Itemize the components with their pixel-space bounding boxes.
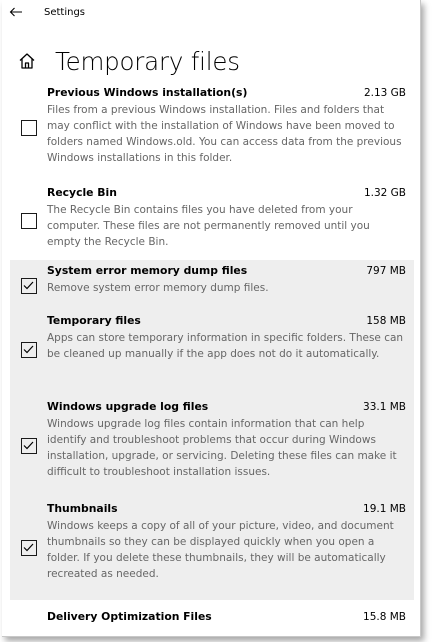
item-size: 19.1 MB bbox=[363, 503, 406, 515]
item-checkbox[interactable] bbox=[21, 342, 37, 358]
settings-window bbox=[2, 0, 421, 637]
temp-files-list bbox=[10, 82, 414, 637]
back-button[interactable] bbox=[2, 1, 30, 23]
item-size: 797 MB bbox=[366, 265, 406, 277]
item-description: Windows upgrade log files contain information that can help identify and troubleshoot problems that occur during Windows installation, upgrade, or servicing. Deleting these files can make it difficult to troubleshoot installation issues. bbox=[47, 418, 397, 478]
item-checkbox[interactable] bbox=[21, 540, 37, 556]
checkmark-icon bbox=[22, 439, 35, 452]
item-size: 15.8 MB bbox=[363, 611, 406, 623]
list-item[interactable] bbox=[10, 600, 414, 637]
title-bar bbox=[2, 0, 420, 24]
item-description: Files from a previous Windows installation. Files and folders that may conflict with the installation of Windows have been moved to folders named Windows.old. You can access data from the previous Windows installations in this folder. bbox=[47, 104, 402, 164]
item-checkbox[interactable] bbox=[21, 278, 37, 294]
window-title: Settings bbox=[44, 6, 86, 18]
item-size: 2.13 GB bbox=[363, 87, 406, 99]
item-name: Thumbnails bbox=[47, 502, 118, 515]
checkmark-icon bbox=[22, 279, 35, 292]
back-arrow-icon bbox=[9, 7, 23, 17]
page-title: Temporary files bbox=[55, 46, 240, 76]
home-icon bbox=[18, 52, 36, 70]
page-header bbox=[2, 40, 420, 82]
item-checkbox[interactable] bbox=[21, 213, 37, 229]
item-checkbox[interactable] bbox=[21, 120, 37, 136]
list-item[interactable] bbox=[10, 498, 414, 600]
home-button[interactable] bbox=[16, 50, 38, 72]
item-name: Recycle Bin bbox=[47, 186, 117, 199]
item-description: The Recycle Bin contains files you have deleted from your computer. These files are not permanently removed until you empty the Recycle Bin. bbox=[47, 204, 370, 248]
list-item[interactable] bbox=[10, 182, 414, 260]
list-item[interactable] bbox=[10, 260, 414, 310]
checkmark-icon bbox=[22, 541, 35, 554]
item-description: Apps can store temporary information in specific folders. These can be cleaned up manually if the app does not do it automatically. bbox=[47, 332, 404, 360]
item-size: 1.32 GB bbox=[363, 187, 406, 199]
item-name: Temporary files bbox=[47, 314, 141, 327]
item-description: Windows keeps a copy of all of your picture, video, and document thumbnails so they can be displayed quickly when you open a folder. If you delete these thumbnails, they will be automatically recreated as needed. bbox=[47, 520, 394, 580]
item-checkbox[interactable] bbox=[21, 438, 37, 454]
list-item[interactable] bbox=[10, 310, 414, 396]
item-description: Remove system error memory dump files. bbox=[47, 282, 269, 294]
checkmark-icon bbox=[22, 343, 35, 356]
item-name: Windows upgrade log files bbox=[47, 400, 209, 413]
item-name: Delivery Optimization Files bbox=[47, 610, 212, 623]
item-size: 158 MB bbox=[366, 315, 406, 327]
item-name: System error memory dump files bbox=[47, 264, 248, 277]
item-name: Previous Windows installation(s) bbox=[47, 86, 248, 99]
item-size: 33.1 MB bbox=[363, 401, 406, 413]
list-item[interactable] bbox=[10, 396, 414, 498]
list-item[interactable] bbox=[10, 82, 414, 182]
